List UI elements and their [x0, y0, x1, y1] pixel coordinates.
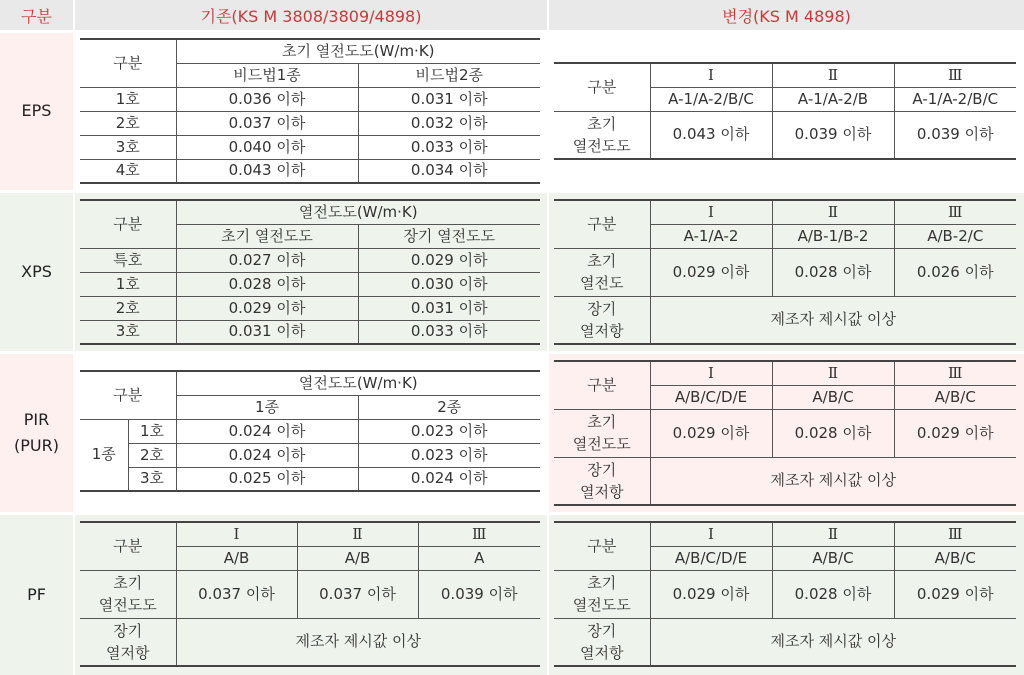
column-divider: [547, 0, 549, 675]
grade-label: 1호: [128, 419, 176, 443]
row-divider: [0, 351, 1024, 354]
grade-label: 1호: [80, 87, 176, 111]
grade-label: 1호: [80, 272, 176, 296]
pir-old-table: [80, 370, 540, 492]
column-header: 비드법2종: [358, 63, 540, 87]
value-cell: 0.027 이하: [176, 248, 358, 272]
type-grades: A/B/C: [772, 385, 894, 409]
group-header: 열전도도(W/m·K): [176, 371, 540, 395]
gubun-header: 구분: [554, 361, 650, 409]
value-cell: 0.039 이하: [772, 111, 894, 159]
value-cell: 0.032 이하: [358, 111, 540, 135]
grade-label: 4호: [80, 159, 176, 183]
value-cell: 0.028 이하: [772, 248, 894, 296]
initial-label: 초기 열전도: [554, 248, 650, 296]
category-xps: XPS: [21, 262, 52, 281]
value-cell: 0.037 이하: [176, 570, 297, 618]
column-header: 비드법1종: [176, 63, 358, 87]
value-cell: 0.029 이하: [650, 570, 772, 618]
value-cell: 0.028 이하: [772, 570, 894, 618]
pir-new-table: [554, 360, 1016, 506]
pf-old-table: [80, 521, 540, 667]
longterm-label: 장기 열저항: [80, 618, 176, 666]
gubun-header: 구분: [554, 63, 650, 111]
grade-label: 2호: [128, 443, 176, 467]
xps-new-table: [554, 199, 1016, 345]
type-roman-3: Ⅲ: [894, 361, 1016, 385]
grade-label: 3호: [80, 320, 176, 344]
initial-label: 초기 열전도도: [80, 570, 176, 618]
type-roman-2: Ⅱ: [772, 200, 894, 224]
type-roman-1: Ⅰ: [176, 522, 297, 546]
gubun-header: 구분: [554, 522, 650, 570]
value-cell: 0.039 이하: [894, 111, 1016, 159]
type-grades: A: [418, 546, 540, 570]
pf-new-table: [554, 521, 1016, 667]
gubun-header: 구분: [80, 522, 176, 570]
grade-label: 특호: [80, 248, 176, 272]
type-grades: A/B/C: [894, 546, 1016, 570]
value-cell: 0.036 이하: [176, 87, 358, 111]
value-cell: 0.026 이하: [894, 248, 1016, 296]
gubun-header: 구분: [80, 200, 176, 248]
value-cell: 0.034 이하: [358, 159, 540, 183]
column-header: 장기 열전도도: [358, 224, 540, 248]
type-roman-2: Ⅱ: [772, 63, 894, 87]
value-cell: 0.033 이하: [358, 135, 540, 159]
eps-new-table: [554, 62, 1016, 160]
row-divider: [0, 190, 1024, 193]
type-grades: A/B-1/B-2: [772, 224, 894, 248]
kind-label: 1종: [80, 419, 128, 491]
type-roman-1: Ⅰ: [650, 522, 772, 546]
type-roman-2: Ⅱ: [772, 361, 894, 385]
value-cell: 0.031 이하: [358, 296, 540, 320]
type-roman-3: Ⅲ: [418, 522, 540, 546]
value-cell: 0.031 이하: [176, 320, 358, 344]
column-header: 초기 열전도도: [176, 224, 358, 248]
column-header: 1종: [176, 395, 358, 419]
type-grades: A/B/C/D/E: [650, 546, 772, 570]
type-grades: A-1/A-2: [650, 224, 772, 248]
longterm-value: 제조자 제시값 이상: [650, 296, 1016, 344]
category-eps: EPS: [21, 101, 52, 120]
type-grades: A-1/A-2/B: [772, 87, 894, 111]
value-cell: 0.029 이하: [650, 409, 772, 457]
column-header: 2종: [358, 395, 540, 419]
type-roman-2: Ⅱ: [297, 522, 418, 546]
value-cell: 0.030 이하: [358, 272, 540, 296]
type-grades: A/B-2/C: [894, 224, 1016, 248]
type-grades: A-1/A-2/B/C: [894, 87, 1016, 111]
category-pir-pur: PIR (PUR): [14, 410, 59, 455]
type-roman-1: Ⅰ: [650, 200, 772, 224]
value-cell: 0.024 이하: [176, 443, 358, 467]
value-cell: 0.024 이하: [176, 419, 358, 443]
value-cell: 0.031 이하: [358, 87, 540, 111]
longterm-label: 장기 열저항: [554, 457, 650, 505]
type-roman-3: Ⅲ: [894, 63, 1016, 87]
type-grades: A/B/C: [894, 385, 1016, 409]
gubun-header: 구분: [554, 200, 650, 248]
category-pf: PF: [27, 585, 46, 604]
type-roman-2: Ⅱ: [772, 522, 894, 546]
grade-label: 3호: [128, 467, 176, 491]
value-cell: 0.028 이하: [176, 272, 358, 296]
value-cell: 0.040 이하: [176, 135, 358, 159]
xps-old-table: [80, 199, 540, 345]
longterm-value: 제조자 제시값 이상: [650, 618, 1016, 666]
type-roman-1: Ⅰ: [650, 63, 772, 87]
longterm-value: 제조자 제시값 이상: [176, 618, 540, 666]
header-old-standard: 기존(KS M 3808/3809/4898): [75, 0, 547, 30]
value-cell: 0.043 이하: [176, 159, 358, 183]
grade-label: 2호: [80, 111, 176, 135]
row-divider: [0, 512, 1024, 515]
type-grades: A/B: [176, 546, 297, 570]
initial-label: 초기 열전도도: [554, 570, 650, 618]
value-cell: 0.023 이하: [358, 419, 540, 443]
longterm-value: 제조자 제시값 이상: [650, 457, 1016, 505]
type-grades: A-1/A-2/B/C: [650, 87, 772, 111]
longterm-label: 장기 열저항: [554, 618, 650, 666]
value-cell: 0.029 이하: [894, 570, 1016, 618]
value-cell: 0.028 이하: [772, 409, 894, 457]
header-new-standard: 변경(KS M 4898): [549, 0, 1024, 30]
value-cell: 0.033 이하: [358, 320, 540, 344]
grade-label: 2호: [80, 296, 176, 320]
type-grades: A/B: [297, 546, 418, 570]
type-grades: A/B/C: [772, 546, 894, 570]
value-cell: 0.037 이하: [297, 570, 418, 618]
row-divider: [0, 30, 1024, 33]
group-header: 초기 열전도도(W/m·K): [176, 39, 540, 63]
group-header: 열전도도(W/m·K): [176, 200, 540, 224]
value-cell: 0.029 이하: [176, 296, 358, 320]
type-roman-3: Ⅲ: [894, 522, 1016, 546]
type-roman-1: Ⅰ: [650, 361, 772, 385]
value-cell: 0.037 이하: [176, 111, 358, 135]
value-cell: 0.023 이하: [358, 443, 540, 467]
gubun-header: 구분: [80, 39, 176, 87]
initial-label: 초기 열전도도: [554, 111, 650, 159]
value-cell: 0.043 이하: [650, 111, 772, 159]
value-cell: 0.039 이하: [418, 570, 540, 618]
eps-old-table: [80, 38, 540, 184]
value-cell: 0.025 이하: [176, 467, 358, 491]
value-cell: 0.029 이하: [894, 409, 1016, 457]
value-cell: 0.029 이하: [358, 248, 540, 272]
value-cell: 0.029 이하: [650, 248, 772, 296]
gubun-header: 구분: [80, 371, 176, 419]
column-divider: [73, 0, 75, 675]
initial-label: 초기 열전도도: [554, 409, 650, 457]
value-cell: 0.024 이하: [358, 467, 540, 491]
grade-label: 3호: [80, 135, 176, 159]
longterm-label: 장기 열저항: [554, 296, 650, 344]
header-category: 구분: [0, 0, 73, 30]
type-grades: A/B/C/D/E: [650, 385, 772, 409]
type-roman-3: Ⅲ: [894, 200, 1016, 224]
